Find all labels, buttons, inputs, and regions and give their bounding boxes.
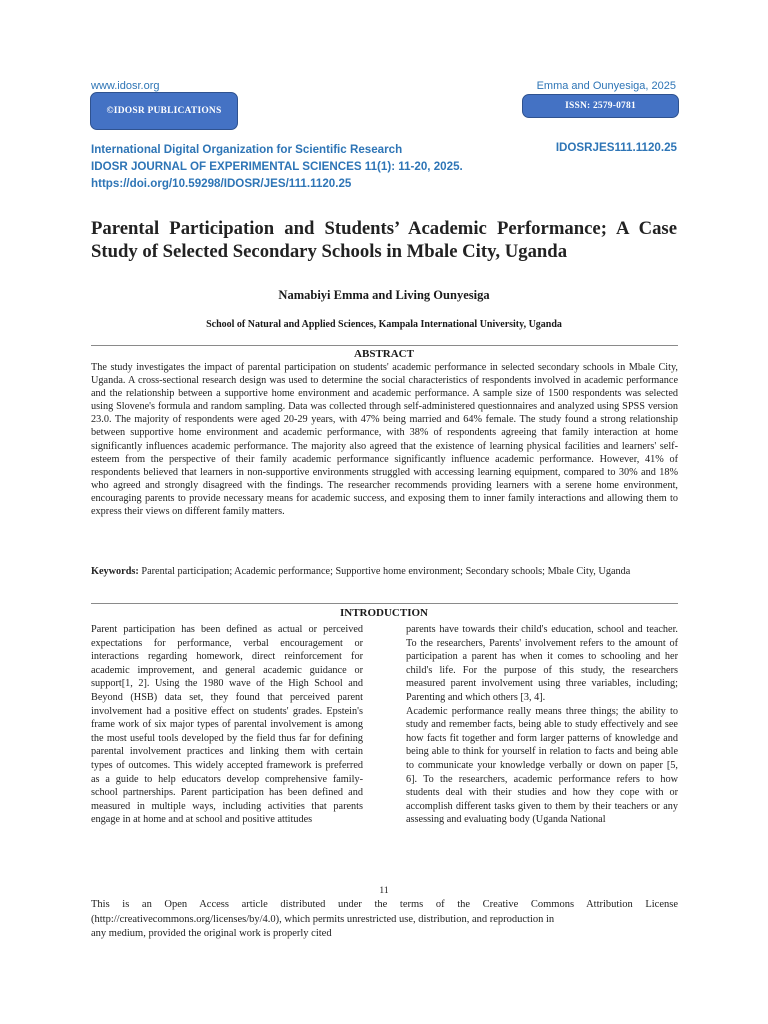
journal-info: [91, 141, 463, 192]
intro-paragraph: Parent participation has been defined as actual or perceived expectations for performance, verbal encouragement or interactions regarding homework, direct reinforcement for academic improvement, and general academic guidance or support[1, 2]. Using the 1980 wave of the High School and Beyond (HSB) data set, they found that perceived parent involvement had a positive effect on students' grades. Epstein's frame work of six major types of parental involvement is among the most useful tools developed by the field thus far for defining parental involvement practices and linking them with certain types of outcomes. This widely accepted framework is preferred as a guide to help educators develop comprehensive family-school partnerships. Parent participation has been defined and measured in multiple ways, including activities that parents engage in at home and at school and positive attitudes: [91, 624, 363, 826]
divider: [91, 603, 678, 604]
publisher-badge: ©IDOSR PUBLICATIONS: [90, 92, 238, 130]
running-head: Emma and Ounyesiga, 2025: [536, 80, 676, 92]
license-line: any medium, provided the original work is properly cited: [91, 928, 332, 939]
keywords-label: Keywords:: [91, 566, 139, 577]
article-title: Parental Participation and Students’ Academic Performance; A Case Study of Selected Secondary Schools in Mbale City, Uganda: [91, 218, 677, 262]
intro-column-left: [91, 623, 363, 827]
abstract-text: The study investigates the impact of parental participation on students' academic performance in selected secondary schools in Mbale City, Uganda. A cross-sectional research design was used to determine the social characteristics of respondents involved in academic performance and the relationship between a supportive home environment and academic performance. A sample size of 1500 respondents was selected using Slovene's formula and random sampling. Data was collected through self-administered questionnaires and analyzed using SPSS version 23.0. The majority of respondents were aged 20-29 years, with 47% being married and 64% female. The study found a strong relationship between supportive home environment and academic performance, with 38% of respondents agreeing that family interaction at home significantly influences academic performance. The majority also agreed that the existence of learning physical facilities and learners' self-esteem from the perspective of their family academic performance significantly influence academic performance. However, 41% of respondents believed that learners in non-supportive environments struggled with accessing learning equipment, compared to 30% and 18% who agreed and strongly disagreed with the findings. The researcher recommends providing learners with a serene home environment, encouraging parents to provide necessary means for academic success, and exposing them to inner family interactions and allowing them to express their views on different family matters.: [91, 362, 678, 518]
intro-column-right: [406, 623, 678, 827]
page-number: 11: [379, 886, 389, 896]
license-notice: [91, 898, 678, 942]
authors: Namabiyi Emma and Living Ounyesiga: [278, 288, 490, 302]
website-link[interactable]: www.idosr.org: [91, 80, 160, 92]
journal-citation: IDOSR JOURNAL OF EXPERIMENTAL SCIENCES 11(1): 11-20, 2025.: [91, 160, 463, 173]
article-id: IDOSRJES111.1120.25: [555, 141, 677, 154]
abstract-heading: ABSTRACT: [354, 348, 414, 360]
doi-link[interactable]: https://doi.org/10.59298/IDOSR/JES/111.1120.25: [91, 177, 352, 190]
affiliation: School of Natural and Applied Sciences, Kampala International University, Uganda: [206, 319, 562, 330]
intro-paragraph: parents have towards their child's education, school and teacher. To the researchers, Parents' involvement refers to the amount of participation a parent has when it comes to schooling and her child's life. For the purpose of this study, the researchers measured parent involvement using three variables, including; Parenting and which others [3, 4].: [406, 624, 678, 703]
organization-name: International Digital Organization for Scientific Research: [91, 143, 403, 156]
issn-badge: ISSN: 2579-0781: [522, 94, 679, 118]
introduction-heading: INTRODUCTION: [339, 607, 428, 619]
license-line: This is an Open Access article distributed under the terms of the Creative Commons Attribution License (http://creativecommons.org/licenses/by/4.0), which permits unrestricted use, distribution, and reproduction in: [91, 899, 678, 925]
keywords-list: Parental participation; Academic performance; Supportive home environment; Secondary schools; Mbale City, Uganda: [141, 566, 631, 577]
intro-paragraph: Academic performance really means three things; the ability to study and remember facts, being able to study effectively and see how facts fit together and form larger patterns of knowledge and being able to think for yourself in relation to facts and being able to communicate your knowledge verbally or down on paper [5, 6]. To the researchers, academic performance refers to how students deal with their studies and how they cope with or accomplish different tasks given to them by their teachers or any assessing and evaluating body (Uganda National: [406, 705, 678, 826]
divider: [91, 345, 678, 346]
keywords: [91, 565, 678, 578]
